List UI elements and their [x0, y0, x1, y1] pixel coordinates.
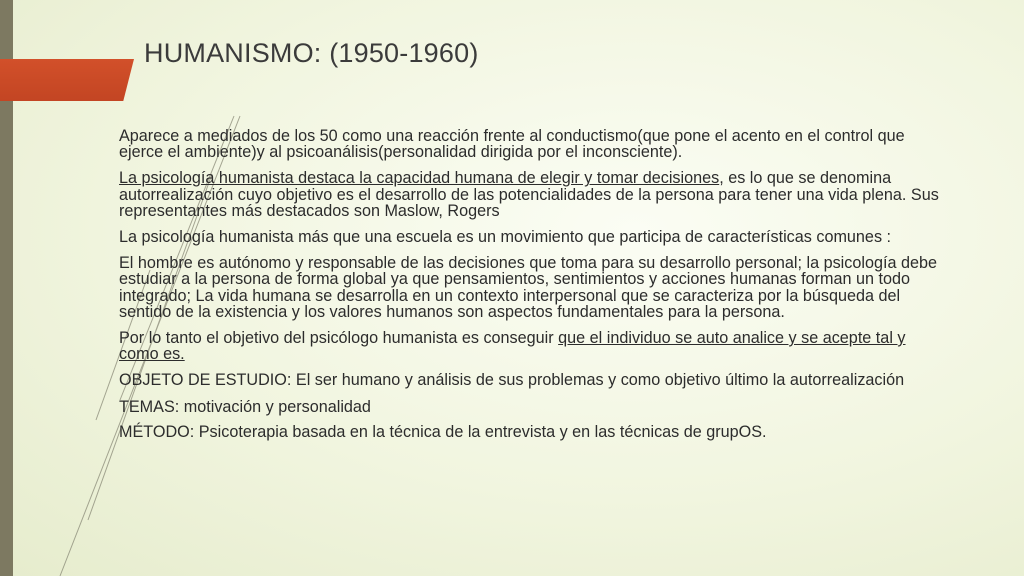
- movement-paragraph: La psicología humanista más que una escuela es un movimiento que participa de características comunes :: [119, 228, 892, 247]
- intro-paragraph: Aparece a mediados de los 50 como una reacción frente al conductismo(que pone el acento en el control que ejerce el ambiente)y al psicoanálisis(personalidad dirigida por el inconsciente).: [119, 127, 905, 162]
- method-paragraph: MÉTODO: Psicoterapia basada en la técnica de la entrevista y en las técnicas de grupOS.: [119, 422, 767, 441]
- slide-content: [119, 128, 939, 450]
- definition-paragraph: [119, 170, 939, 219]
- definition-rest-text: , es lo que se denomina autorrealización cuyo objetivo es el desarrollo de las potencialidades de la persona para tener una vida plena. Sus representantes más destacados son Maslow, Rogers: [119, 169, 939, 220]
- object-of-study-paragraph: OBJETO DE ESTUDIO: El ser humano y análisis de sus problemas y como objetivo último la autorrealización: [119, 371, 905, 390]
- objective-underlined-text: que el individuo se auto analice y se acepte tal y como es.: [119, 329, 906, 364]
- objective-paragraph: [119, 330, 939, 362]
- characteristics-paragraph: El hombre es autónomo y responsable de las decisiones que toma para su desarrollo personal; la psicología debe estudiar a la persona de forma global ya que pensamientos, sentimientos y acciones humanas forman un todo integrado; La vida humana se desarrolla en un contexto interpersonal que se caracteriza por la búsqueda del sentido de la existencia y los valores humanos son aspectos fundamentales para la persona.: [119, 254, 937, 321]
- topics-paragraph: TEMAS: motivación y personalidad: [119, 397, 371, 416]
- slide-title: HUMANISMO: (1950-1960): [144, 38, 479, 68]
- objective-start-text: Por lo tanto el objetivo del psicólogo humanista es conseguir: [119, 329, 559, 348]
- definition-underlined-text: La psicología humanista destaca la capacidad humana de elegir y tomar decisiones: [119, 169, 720, 188]
